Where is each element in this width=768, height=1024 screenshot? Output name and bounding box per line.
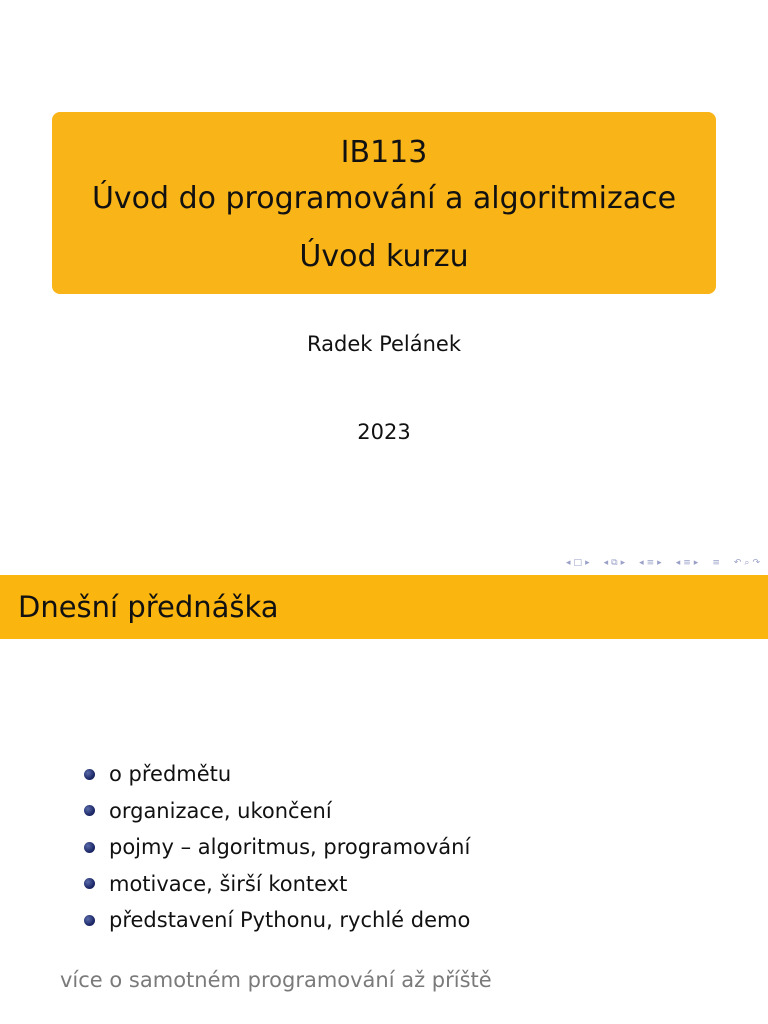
list-item bbox=[84, 829, 470, 866]
nav-doc-icon[interactable]: ≡ bbox=[683, 558, 691, 568]
list-item bbox=[84, 756, 470, 793]
nav-next-subsection-icon[interactable]: ▸ bbox=[620, 558, 626, 568]
list-item bbox=[84, 866, 470, 903]
bullet-icon bbox=[84, 805, 95, 816]
bullet-icon bbox=[84, 915, 95, 926]
nav-prev-subsection-icon[interactable]: ◂ bbox=[603, 558, 609, 568]
course-code: IB113 bbox=[340, 135, 428, 170]
lecture-title: Úvod kurzu bbox=[299, 239, 469, 274]
bullet-icon bbox=[84, 769, 95, 780]
list-item-text: o předmětu bbox=[109, 762, 232, 787]
footnote: více o samotném programování až příště bbox=[60, 968, 492, 992]
list-item-text: pojmy – algoritmus, programování bbox=[109, 835, 471, 860]
nav-forward-icon[interactable]: ↷ bbox=[752, 558, 760, 568]
date: 2023 bbox=[357, 420, 411, 444]
list-item-text: motivace, širší kontext bbox=[109, 871, 348, 896]
nav-prev-doc-icon[interactable]: ◂ bbox=[675, 558, 681, 568]
nav-next-doc-icon[interactable]: ▸ bbox=[693, 558, 699, 568]
nav-back-icon[interactable]: ↶ bbox=[733, 558, 742, 568]
nav-next-section-icon[interactable]: ▸ bbox=[657, 558, 662, 568]
nav-prev-section-icon[interactable]: ◂ bbox=[639, 558, 644, 568]
nav-next-frame-icon[interactable]: ▸ bbox=[585, 558, 590, 568]
nav-frame-icon[interactable]: □ bbox=[573, 558, 583, 568]
frame-header bbox=[0, 575, 768, 639]
course-name: Úvod do programování a algoritmizace bbox=[91, 181, 677, 216]
nav-search-icon[interactable]: ⌕ bbox=[744, 558, 750, 568]
frame-title: Dnešní přednáška bbox=[18, 590, 279, 624]
bullet-list bbox=[84, 756, 470, 939]
nav-prev-frame-icon[interactable]: ◂ bbox=[566, 558, 571, 568]
bullet-icon bbox=[84, 878, 95, 889]
nav-section-icon[interactable]: ≡ bbox=[646, 558, 655, 568]
list-item bbox=[84, 793, 470, 830]
beamer-navigation-bar bbox=[566, 556, 760, 570]
nav-subsection-icon[interactable]: ⧉ bbox=[611, 558, 618, 568]
title-box bbox=[52, 112, 716, 294]
list-item-text: představení Pythonu, rychlé demo bbox=[109, 908, 471, 933]
list-item bbox=[84, 902, 470, 939]
list-item-text: organizace, ukončení bbox=[109, 798, 332, 823]
author: Radek Pelánek bbox=[306, 332, 461, 356]
nav-appendix-icon[interactable]: ≡ bbox=[712, 558, 720, 568]
bullet-icon bbox=[84, 842, 95, 853]
